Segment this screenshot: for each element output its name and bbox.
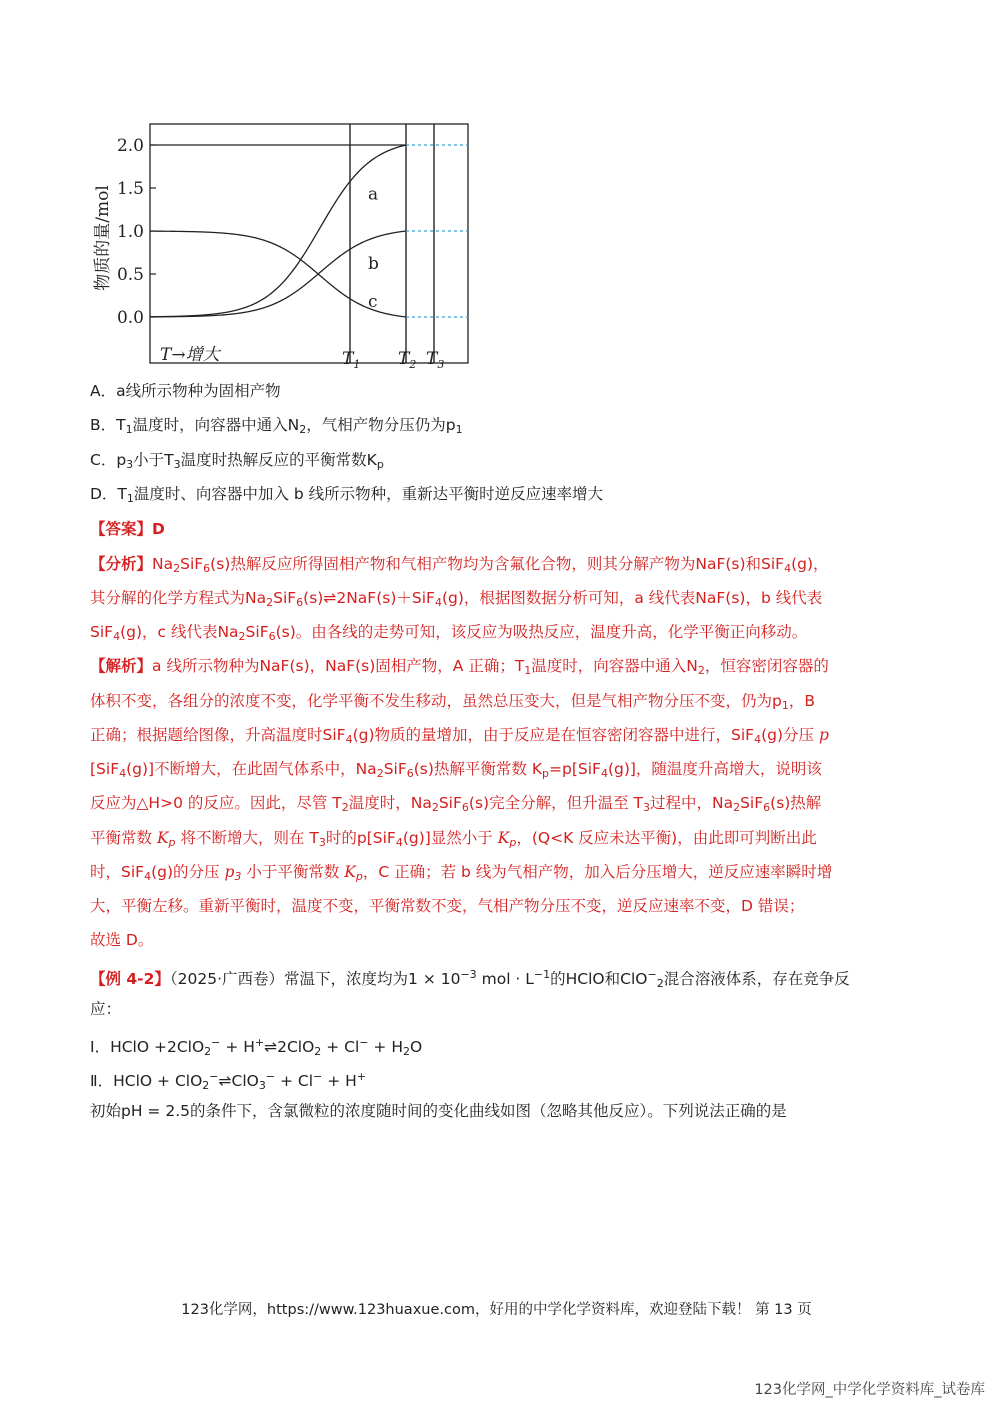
analysis-line-3: SiF$_4$(g)，c 线代表$Na_2SiF_6(s)$。由各线的走势可知，该反应为吸热反应，温度升高，化学平衡正向移动。	[90, 623, 808, 643]
solution-text-4e: =p[SiF	[549, 760, 601, 778]
series-label-a: a	[368, 184, 379, 205]
analysis-line-2: 其分解的化学方程式为$Na_2SiF_6(s)\rightleftharpoons 2NaF(s)+SiF_4(g)$，根据图数据分析可知，a 线代表NaF(s)，b 线代表	[90, 589, 823, 609]
analysis-tag: 【分析】	[90, 555, 153, 573]
solution-text-1c: ，恒容密闭容器的	[704, 657, 829, 675]
page-footer: 123化学网，https://www.123huaxue.com，好用的中学化学资料库，欢迎登陆下载！ 第 13 页	[181, 1302, 812, 1318]
example-text-1b: mol · L	[476, 970, 534, 988]
solution-text-5f: SiF	[740, 794, 764, 812]
option-b: B．$T_1$温度时，向容器中通入$N_2$，气相产物分压仍为$p_1$	[90, 416, 463, 436]
series-label-c: c	[368, 291, 378, 312]
reaction-1-c: ⇌2ClO	[264, 1038, 315, 1056]
solution-text-2a: 体积不变，各组分的浓度不变，化学平衡不发生移动，虽然总压变大，但是气相产物分压不变，仍为p	[90, 692, 782, 710]
example-line-5: 初始pH = 2.5的条件下，含氯微粒的浓度随时间的变化曲线如图（忽略其他反应）。下列说法正确的是	[90, 1102, 787, 1120]
amount-vs-temperature-chart	[88, 118, 488, 380]
solution-text-4a: [SiF	[90, 760, 120, 778]
solution-text-6a: 平衡常数	[90, 829, 153, 847]
reaction-1-a: Ⅰ．HClO +2ClO	[90, 1038, 205, 1056]
reaction-1-f: O	[410, 1038, 423, 1056]
option-c-pre: C．p	[90, 451, 127, 469]
reaction-1-d: + Cl	[321, 1038, 360, 1056]
option-d-post: 温度时、向容器中加入 b 线所示物种，重新达平衡时逆反应速率增大	[133, 485, 604, 503]
y-tick-label-2: 1.0	[116, 222, 144, 242]
reaction-1: Ⅰ．HClO +2ClO$_2$− + H+⇌2ClO$_2$ + $Cl^- + H_2O$	[90, 1036, 423, 1058]
analysis-text-3b: (g)，c 线代表Na	[120, 623, 239, 641]
watermark: 123化学网_中学化学资料库_试卷库	[754, 1382, 985, 1398]
option-d-pre: D．T	[90, 485, 127, 503]
y-axis-label: 物质的量/mol	[93, 185, 113, 291]
answer-line	[90, 518, 165, 540]
analysis-text-3d: (s)。由各线的走势可知，该反应为吸热反应，温度升高，化学平衡正向移动。	[275, 623, 808, 641]
solution-text-7c: 小于平衡常数	[246, 863, 340, 881]
analysis-text-2c: (s)⇌2NaF(s)＋SiF	[303, 589, 435, 607]
analysis-text-2b: SiF	[273, 589, 297, 607]
analysis-text-2d: (g)，根据图数据分析可知，a 线代表NaF(s)，b 线代表	[441, 589, 823, 607]
solution-text-1a: a 线所示物种为NaF(s)，NaF(s)固相产物，A 正确；T	[152, 657, 525, 675]
analysis-text-1: 热解反应所得固相产物和气相产物均为含氟化合物，则其分解产物为NaF(s)和SiF	[230, 555, 785, 573]
solution-text-2b: ，B	[788, 692, 815, 710]
solution-text-7a: 时，SiF	[90, 863, 145, 881]
solution-line-9: 故选 D。	[90, 931, 154, 949]
marker-label-T1: $T_1$	[342, 349, 361, 371]
option-d: D．$T_1$温度时、向容器中加入 b 线所示物种，重新达平衡时逆反应速率增大	[90, 485, 604, 505]
x-axis-label: T→增大	[160, 345, 220, 365]
example-line-1: 【例 4-2】（2025·广西卷）常温下，浓度均为$1 \times 10^{-3}$ mol · $L^{-1}$的HClO和ClO−$_2$混合溶液体系，存在竞争反	[90, 968, 850, 990]
reaction-2-c: + Cl	[275, 1072, 314, 1090]
solution-text-6d: (g)]显然小于	[402, 829, 493, 847]
option-b-post: ，气相产物分压仍为p	[306, 416, 456, 434]
reaction-1-e: + H	[368, 1038, 403, 1056]
solution-text-4b: (g)]不断增大，在此固气体系中，Na	[126, 760, 377, 778]
solution-text-5b: 温度时，Na	[348, 794, 432, 812]
solution-line-5: 反应为△H>0 的反应。因此，尽管 $T_2$温度时，$Na_2SiF_6(s)$完全分解，但升温至 $T_3$过程中，$Na_2SiF_6(s)$热解	[90, 794, 822, 814]
solution-text-5e: 过程中，Na	[649, 794, 734, 812]
analysis-text-3a: SiF	[90, 623, 114, 641]
option-c-post: 温度时热解反应的平衡常数K	[180, 451, 377, 469]
solution-text-3a: 正确；根据题给图像，升高温度时SiF	[90, 726, 346, 744]
solution-text-5a: 反应为△H>0 的反应。因此，尽管 T	[90, 794, 342, 812]
solution-line-4: [SiF$_4$(g)]不断增大，在此固气体系中，$Na_2SiF_6(s)$热解平衡常数 $K_p=p[SiF_4(g)]$，随温度升高增大，说明该	[90, 760, 822, 780]
solution-text-4d: (s)热解平衡常数 K	[413, 760, 543, 778]
example-tag: 【例 4-2】	[90, 970, 170, 988]
reaction-2-a: Ⅱ．HClO + ClO	[90, 1072, 203, 1090]
reaction-2-b: ⇌ClO	[218, 1072, 259, 1090]
option-c-mid: 小于T	[133, 451, 174, 469]
example-text-1a: （2025·广西卷）常温下，浓度均为1 × 10	[169, 970, 461, 988]
marker-label-T2: $T_2$	[398, 349, 417, 371]
y-tick-label-4: 0.0	[116, 308, 144, 328]
analysis-text-3c: SiF	[245, 623, 269, 641]
option-a: A．a线所示物种为固相产物	[90, 382, 281, 400]
solution-text-6c: 时的p[SiF	[325, 829, 396, 847]
y-tick-label-3: 0.5	[116, 265, 144, 285]
solution-line-1: 【解析】a 线所示物种为NaF(s)，NaF(s)固相产物，A 正确；$T_1$温度时，向容器中通入$N_2$，恒容密闭容器的	[90, 657, 829, 677]
solution-line-7: 时，SiF$_4$(g)的分压 $p_3$ 小于平衡常数 $K_p$，C 正确；若 b 线为气相产物，加入后分压增大，逆反应速率瞬时增	[90, 863, 833, 883]
y-tick-label-1: 1.5	[116, 179, 144, 199]
solution-text-7b: (g)的分压	[151, 863, 220, 881]
example-text-1d: 混合溶液体系，存在竞争反	[663, 970, 850, 988]
solution-line-8: 大，平衡左移。重新平衡时，温度不变，平衡常数不变，气相产物分压不变，逆反应速率不变，D 错误；	[90, 897, 805, 915]
example-line-2: 应：	[90, 1000, 122, 1018]
solution-line-6: 平衡常数 $K_p$ 将不断增大，则在 $T_3$时的p[SiF$_4$(g)]显然小于 $K_p$，(Q<K 反应未达平衡)，由此即可判断出此	[90, 829, 817, 849]
solution-text-3c: (g)分压	[761, 726, 814, 744]
reaction-2: Ⅱ．HClO + ClO$_2$−⇌ClO$_3$− + Cl− + H+	[90, 1070, 366, 1092]
solution-text-5g: (s)热解	[770, 794, 822, 812]
marker-label-T3: $T_3$	[426, 349, 445, 371]
solution-text-5d: (s)完全分解，但升温至 T	[468, 794, 643, 812]
answer-value: D	[152, 520, 165, 538]
solution-text-5c: SiF	[438, 794, 462, 812]
y-tick-label-0: 2.0	[116, 136, 144, 156]
solution-text-4f: (g)]，随温度升高增大，说明该	[607, 760, 822, 778]
answer-tag: 【答案】	[90, 520, 153, 538]
example-text-1c: 的HClO和ClO	[550, 970, 648, 988]
solution-text-3b: (g)物质的量增加，由于反应是在恒容密闭容器中进行，SiF	[352, 726, 755, 744]
solution-line-2: 体积不变，各组分的浓度不变，化学平衡不发生移动，虽然总压变大，但是气相产物分压不变，仍为$p_1$，B	[90, 692, 815, 712]
analysis-line-1: 【分析】$Na_2SiF_6(s)$热解反应所得固相产物和气相产物均为含氟化合物，则其分解产物为NaF(s)和SiF$_4$(g)，	[90, 555, 829, 575]
option-b-pre: B．T	[90, 416, 126, 434]
solution-line-3: 正确；根据题给图像，升高温度时SiF$_4$(g)物质的量增加，由于反应是在恒容密闭容器中进行，SiF$_4$(g)分压 p	[90, 726, 829, 746]
option-b-mid: 温度时，向容器中通入N	[132, 416, 300, 434]
reaction-2-d: + H	[322, 1072, 357, 1090]
solution-text-1b: 温度时，向容器中通入N	[531, 657, 698, 675]
solution-text-6e: ，(Q<K 反应未达平衡)，由此即可判断出此	[516, 829, 817, 847]
reaction-1-b: + H	[220, 1038, 255, 1056]
solution-text-6b: 将不断增大，则在 T	[180, 829, 319, 847]
solution-text-4c: SiF	[383, 760, 407, 778]
solution-tag: 【解析】	[90, 657, 153, 675]
series-label-b: b	[368, 254, 379, 275]
plot-frame	[150, 124, 468, 363]
solution-text-7d: ，C 正确；若 b 线为气相产物，加入后分压增大，逆反应速率瞬时增	[362, 863, 833, 881]
option-c: C．$p_3$小于$T_3$温度时热解反应的平衡常数$K_p$	[90, 451, 384, 471]
analysis-text-2a: 其分解的化学方程式为Na	[90, 589, 267, 607]
